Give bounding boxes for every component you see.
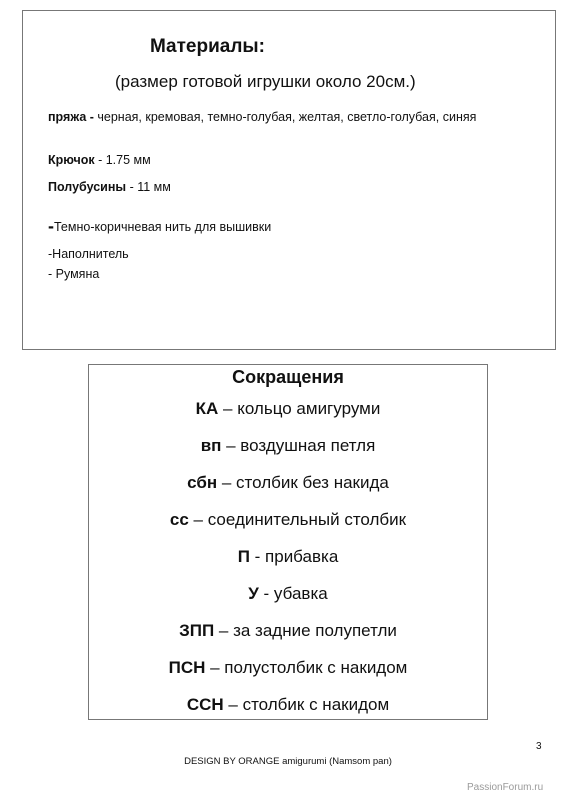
- abbreviation-definition: – столбик без накида: [217, 473, 389, 492]
- abbreviations-box: [88, 364, 488, 720]
- materials-box: [22, 10, 556, 350]
- abbreviation-definition: – соединительный столбик: [188, 510, 407, 529]
- abbreviation-definition: – столбик с накидом: [223, 695, 390, 714]
- abbreviation-definition: - убавка: [258, 584, 328, 603]
- abbreviation-term: ЗПП: [179, 621, 215, 640]
- abbreviation-term: КА: [195, 399, 219, 418]
- page-number: 3: [536, 741, 542, 752]
- abbreviation-definition: – полустолбик с накидом: [205, 658, 408, 677]
- abbreviation-term: У: [248, 584, 259, 603]
- abbreviation-item: [89, 399, 487, 436]
- yarn-text: черная, кремовая, темно-голубая, желтая, светло-голубая, синяя: [93, 110, 477, 124]
- abbreviation-item: [89, 695, 487, 732]
- abbreviation-definition: – воздушная петля: [221, 436, 376, 455]
- abbreviation-item: [89, 510, 487, 547]
- yarn-line: [48, 107, 538, 127]
- abbreviation-item: [89, 658, 487, 695]
- hook-text: - 1.75 мм: [94, 153, 151, 167]
- abbreviation-term: вп: [200, 436, 222, 455]
- abbreviation-definition: – за задние полупетли: [214, 621, 397, 640]
- abbreviation-term: сс: [169, 510, 189, 529]
- abbreviation-item: [89, 584, 487, 621]
- filler-line: -Наполнитель: [48, 247, 129, 261]
- abbreviation-item: [89, 621, 487, 658]
- abbreviation-term: ПСН: [168, 658, 206, 677]
- abbreviations-title: Сокращения: [232, 367, 344, 387]
- materials-subtitle: (размер готовой игрушки около 20см.): [115, 72, 416, 91]
- thread-line: [48, 216, 271, 237]
- beads-label: Полубусины: [48, 180, 127, 194]
- materials-title: Материалы:: [150, 36, 265, 57]
- abbreviation-term: ССН: [186, 695, 224, 714]
- thread-text: Темно-коричневая нить для вышивки: [54, 220, 272, 234]
- thread-dash: -: [48, 216, 54, 236]
- abbreviation-item: [89, 436, 487, 473]
- abbreviation-item: [89, 473, 487, 510]
- beads-text: - 11 мм: [126, 180, 171, 194]
- blush-line: - Румяна: [48, 267, 100, 281]
- abbreviation-definition: - прибавка: [249, 547, 339, 566]
- abbreviation-term: сбн: [187, 473, 218, 492]
- beads-line: [48, 180, 171, 194]
- abbreviation-term: П: [237, 547, 250, 566]
- abbreviation-item: [89, 547, 487, 584]
- hook-line: [48, 153, 151, 167]
- watermark: PassionForum.ru: [467, 782, 544, 793]
- abbreviation-definition: – кольцо амигуруми: [218, 399, 381, 418]
- footer-credit: DESIGN BY ORANGE amigurumi (Namsom pan): [184, 756, 392, 767]
- abbreviations-list: [89, 399, 487, 732]
- hook-label: Крючок: [48, 153, 95, 167]
- yarn-label: пряжа -: [48, 110, 94, 124]
